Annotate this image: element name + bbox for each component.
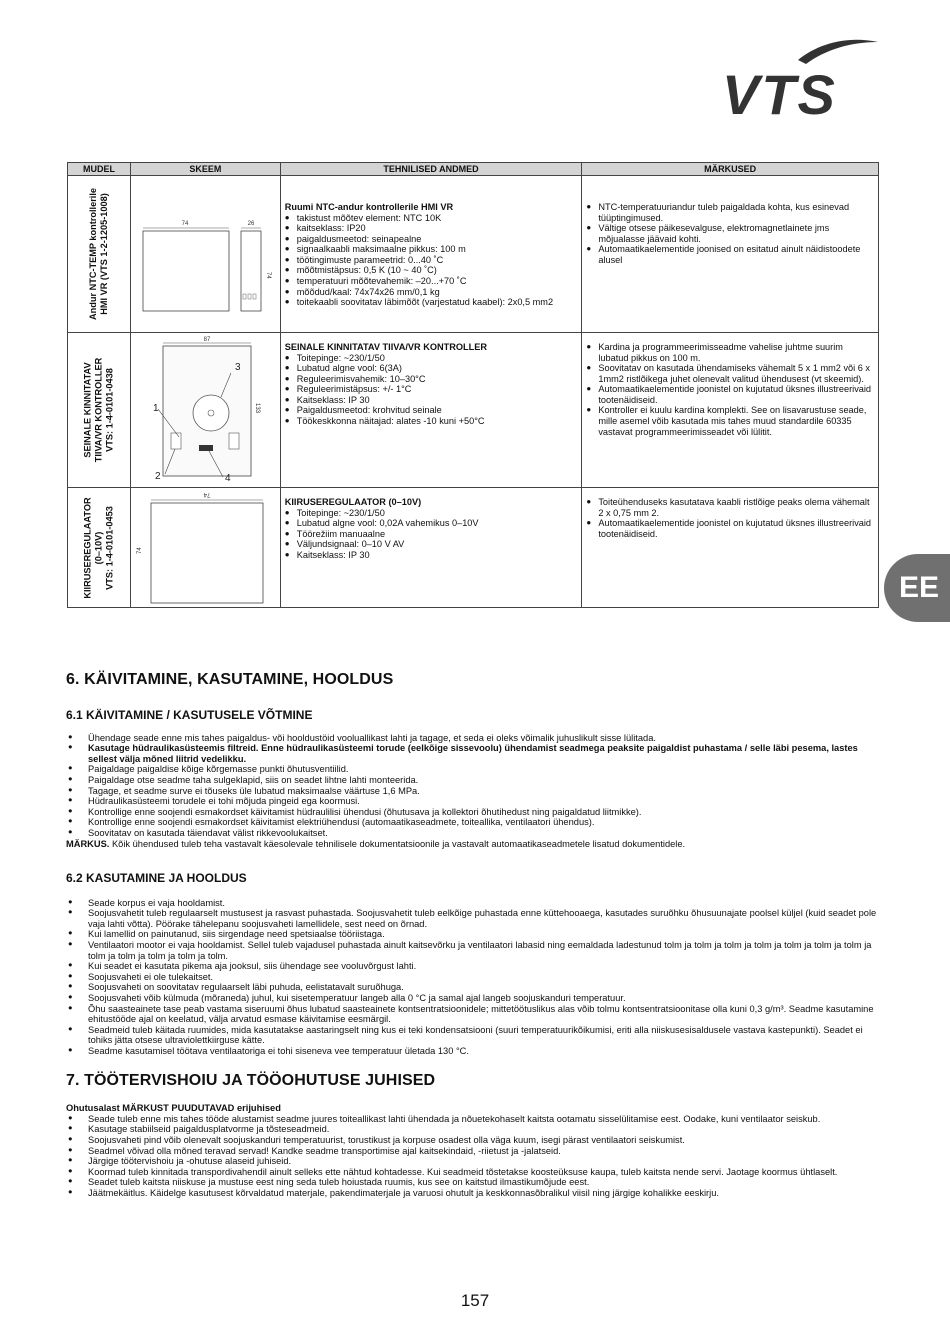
spec-table xyxy=(67,162,879,608)
list-item: ● Koormad tuleb kinnitada transpordivahendil ainult selleks ette nähtud kohtadesse. Kui seadmeid tõstetakse koosteüksuse kaupa, tuleb kaitsta nende servi. Jaotage koormus ühtlaselt. xyxy=(66,1167,882,1178)
list-item: ● Kasutage hüdraulikasüsteemis filtreid. Enne hüdraulikasüsteemi torude (eelkõige sissevoolu) ühendamist seadmega peaksite paigaldist puhastama / selle läbi pesema, lastes sellest välja mõned liitrid vedelikku. xyxy=(66,743,882,764)
list-item: ● Soovitatav on kasutada ühendamiseks vähemalt 5 x 1 mm2 või 6 x 1mm2 ristlõikega juhet olenevalt valitud ühendusest (vt skeemid). xyxy=(586,363,875,384)
list-item: ● Töökeskkonna näitajad: alates -10 kuni +50°C xyxy=(285,416,579,427)
list-item: ● Soojusvaheti pind võib olenevalt soojuskanduri temperatuurist, torustikust ja korpuse osadest olla väga kuum, isegi pärast ventilaatori seiskumist. xyxy=(66,1135,882,1146)
list-item: ● Paigaldage otse seadme taha sulgeklapid, siis on seadet lihtne lahti monteerida. xyxy=(66,775,882,786)
svg-text:1: 1 xyxy=(152,403,159,414)
list-item: ● NTC-temperatuuriandur tuleb paigaldada kohta, kus esinevad tüüptingimused. xyxy=(586,202,875,223)
list-item: ● Seade korpus ei vaja hooldamist. xyxy=(66,898,882,909)
list-item: ● Õhu saasteainete tase peab vastama siseruumi õhus lubatud saasteainete kontsentratsioonidele; mittetöötuslikus alas võib tolmu kontsentratsioonitase olla kuni 0,3 g/m³. Seadme kasutamine ehitustööde ajal on keelatud, välja arvatud esmase käivitamise eesmärgil. xyxy=(66,1004,882,1025)
note-paragraph xyxy=(66,839,882,850)
model-cell xyxy=(68,176,131,333)
list-item: ● Automaatikaelementide joonised on esitatud ainult näidistoodete alusel xyxy=(586,244,875,265)
list-item: ● Soojusvahetit tuleb regulaarselt mustusest ja rasvast puhastada. Soojusvahetit tuleb eelkõige puhastada enne küttehooaega, kasutades suruõhku õhusuunajate poolsel küljel (kuid seadet pole vaja lahti võtta). Pöörake tähelepanu soojusvaheti lamellidele, sest need on õrnad. xyxy=(66,908,882,929)
notes-cell xyxy=(582,176,879,333)
notes-cell xyxy=(582,333,879,488)
list-item: ● Kaitseklass: IP 30 xyxy=(285,550,579,561)
list-item: ● kaitseklass: IP20 xyxy=(285,223,579,234)
svg-text:74: 74 xyxy=(181,221,189,227)
section-6-2 xyxy=(66,872,882,1057)
svg-text:74: 74 xyxy=(136,547,143,554)
model-label: SEINALE KINNITATAV TIIVA/VR KONTROLLER VTS: 1-4-0101-0438 xyxy=(82,357,115,463)
header-notes: MÄRKUSED xyxy=(582,163,879,176)
list-item: ● signaalkaabli maksimaalne pikkus: 100 m xyxy=(285,244,579,255)
svg-text:133: 133 xyxy=(253,403,260,414)
tech-title: KIIRUSEREGULAATOR (0–10V) xyxy=(284,497,422,507)
list-item: ● mõõdud/kaal: 74x74x26 mm/0,1 kg xyxy=(285,287,579,298)
section-6-1 xyxy=(66,709,882,849)
list-item: ● Järgige töötervishoiu ja -ohutuse alaseid juhiseid. xyxy=(66,1156,882,1167)
list-item: ● mõõtmistäpsus: 0,5 K (10 ~ 40 ˚C) xyxy=(285,265,579,276)
list-item: ● Automaatikaelementide joonistel on kujutatud üksnes illustreerivaid tootenäidiseid. xyxy=(586,518,875,539)
tech-cell xyxy=(280,333,582,488)
list-item: ● Toitepinge: ~230/1/50 xyxy=(285,353,579,364)
list-item: ● Seade tuleb enne mis tahes tööde alustamist seadme juures toiteallikast lahti ühendada ja nõuetekohaselt kaitsta ootamatu sisselülitamise eest. Oodake, kuni ventilaator seiskub. xyxy=(66,1114,882,1125)
list-item: ● Soojusvaheti võib külmuda (mõraneda) juhul, kui sisetemperatuur langeb alla 0 °C ja samal ajal langeb soojuskanduri temperatuur. xyxy=(66,993,882,1004)
page-number: 157 xyxy=(460,1291,490,1310)
header-model: MUDEL xyxy=(68,163,131,176)
svg-text:74: 74 xyxy=(203,491,211,497)
scheme-cell xyxy=(130,488,280,608)
model-label: KIIRUSEREGULAATOR (0–10V) VTS: 1-4-0101-0453 xyxy=(82,496,115,599)
ntc-sensor-drawing xyxy=(131,176,281,331)
list-item: ● Seadmel võivad olla mõned teravad servad! Kandke seadme transportimise ajal kaitsekindaid, -riietust ja -jalatseid. xyxy=(66,1146,882,1157)
list-item: ● Kui seadet ei kasutata pikema aja jooksul, siis ühendage see vooluvõrgust lahti. xyxy=(66,961,882,972)
list-item: ● toitekaabli soovitatav läbimõõt (varjestatud kaabel): 2x0,5 mm2 xyxy=(285,297,579,308)
note-text: Kõik ühendused tuleb teha vastavalt käesolevale tehnilisele dokumentatsioonile ja vastavalt automaatikaseadmetele lisatud dokumentidele. xyxy=(109,838,686,849)
section-7-subtitle: Ohutusalast MÄRKUST PUUDUTAVAD erijuhised xyxy=(66,1103,281,1114)
header-scheme: SKEEM xyxy=(130,163,280,176)
list-item: ● Reguleerimisvahemik: 10–30°C xyxy=(285,374,579,385)
list-item: ● Vältige otsese päikesevalguse, elektromagnetlainete jms mõjualasse jäävaid kohti. xyxy=(586,223,875,244)
list-item: ● Seadet tuleb kaitsta niiskuse ja mustuse eest ning seda tuleb hoiustada ruumis, kus see on kaitstud ilmastikumõjude eest. xyxy=(66,1177,882,1188)
list-item: ● Kontroller ei kuulu kardina komplekti. See on lisavarustuse seade, mille asemel võib kasutada mis tahes muud standardile 60335 vastavat programmeerimisseadet või lülitit. xyxy=(586,405,875,437)
list-item: ● Lubatud algne vool: 0,02A vahemikus 0–10V xyxy=(285,518,579,529)
list-item: ● Soojusvaheti ei ole tulekaitset. xyxy=(66,972,882,983)
list-item: ● paigaldusmeetod: seinapealne xyxy=(285,234,579,245)
list-item: ● töötingimuste parameetrid: 0...40 ˚C xyxy=(285,255,579,266)
list-item: ● Kaitseklass: IP 30 xyxy=(285,395,579,406)
note-label: MÄRKUS. xyxy=(66,838,110,849)
svg-text:26: 26 xyxy=(247,221,255,227)
section-6-2-title: 6.2 KASUTAMINE JA HOOLDUS xyxy=(66,871,247,885)
list-item: ● Soojusvaheti on soovitatav regulaarselt läbi puhuda, eelistatavalt suruõhuga. xyxy=(66,982,882,993)
section-6-1-title: 6.1 KÄIVITAMINE / KASUTUSELE VÕTMINE xyxy=(66,708,313,722)
list-item: ● Tagage, et seadme surve ei tõuseks üle lubatud maksimaalse väärtuse 1,6 MPa. xyxy=(66,786,882,797)
scheme-cell xyxy=(130,333,280,488)
notes-cell xyxy=(582,488,879,608)
list-item: ● Toiteühenduseks kasutatava kaabli ristlõige peaks olema vähemalt 2 x 0,75 mm 2. xyxy=(586,497,875,518)
table-row xyxy=(68,488,879,608)
svg-text:2: 2 xyxy=(154,471,161,482)
list-item: ● Paigaldusmeetod: krohvitud seinale xyxy=(285,405,579,416)
list-item: ● Paigaldage paigaldise kõige kõrgemasse punkti õhutusventiilid. xyxy=(66,764,882,775)
list-item: ● Seadmeid tuleb käitada ruumides, mida kasutatakse aastaringselt ning kus ei teki kondensatsiooni (suuri temperatuurikõikumisi, eriti alla niiskusesisaldusele vastava kastepunkti). Seadet ei tohiks jätta otsese ultraviolettkiirguse kätte. xyxy=(66,1025,882,1046)
list-item: ● Väljundsignaal: 0–10 V AV xyxy=(285,539,579,550)
model-cell xyxy=(68,488,131,608)
list-item: ● Ühendage seade enne mis tahes paigaldus- või hooldustöid vooluallikast lahti ja tagage, et seda ei oleks võimalik juhuslikult sisse lülitada. xyxy=(66,733,882,744)
speed-regulator-drawing xyxy=(131,488,281,606)
controller-drawing xyxy=(131,333,281,488)
language-tab: EE xyxy=(884,554,950,622)
list-item: ● Lubatud algne vool: 6(3A) xyxy=(285,363,579,374)
section-6-title: 6. KÄIVITAMINE, KASUTAMINE, HOOLDUS xyxy=(66,671,394,688)
svg-text:4: 4 xyxy=(224,473,231,484)
scheme-cell xyxy=(130,176,280,333)
table-row xyxy=(68,333,879,488)
header-tech: TEHNILISED ANDMED xyxy=(280,163,582,176)
section-7 xyxy=(66,1072,882,1199)
tech-title: SEINALE KINNITATAV TIIVA/VR KONTROLLER xyxy=(284,342,487,352)
list-item: ● Jäätmekäitlus. Käidelge kasutusest kõrvaldatud materjale, pakendimaterjale ja varuosi ohutult ja keskkonnasõbralikul viisil ning järgige kohalikke eeskirju. xyxy=(66,1188,882,1199)
list-item: ● Ventilaatori mootor ei vaja hooldamist. Sellel tuleb vajadusel puhastada ainult kaitsevõrku ja ventilaatori labasid ning eemaldada ladestunud tolm ja tolm ja tolm ja tolm ja tolm ja tolm ja tolm ja tolm ja tolm ja tolm ja tolm ja tolm. xyxy=(66,940,882,961)
model-cell xyxy=(68,333,131,488)
list-item: ● temperatuuri mõõtevahemik: –20...+70 ˚C xyxy=(285,276,579,287)
list-item: ● Reguleerimistäpsus: +/- 1°C xyxy=(285,384,579,395)
list-item: ● Toitepinge: ~230/1/50 xyxy=(285,508,579,519)
list-item: ● Kontrollige enne soojendi esmakordset käivitamist hüdraulilisi ühendusi (õhutusava ja kollektori õhutihedust ning paigaldatud liitmikke). xyxy=(66,807,882,818)
list-item: ● Töörežiim manuaalne xyxy=(285,529,579,540)
tech-title: Ruumi NTC-andur kontrollerile HMI VR xyxy=(284,202,454,212)
list-item: ● Hüdraulikasüsteemi torudele ei tohi mõjuda pingeid ega koormusi. xyxy=(66,796,882,807)
svg-text:87: 87 xyxy=(203,337,211,343)
svg-text:3: 3 xyxy=(234,362,241,373)
section-6 xyxy=(66,671,882,689)
tech-cell xyxy=(280,176,582,333)
list-item: ● Kardina ja programmeerimisseadme vahelise juhtme suurim lubatud pikkus on 100 m. xyxy=(586,342,875,363)
vts-logo xyxy=(720,36,880,122)
list-item: ● Seadme kasutamisel töötava ventilaatoriga ei tohi siseneva vee temperatuur ületada 130 °C. xyxy=(66,1046,882,1057)
section-7-title: 7. TÖÖTERVISHOIU JA TÖÖOHUTUSE JUHISED xyxy=(66,1072,436,1089)
model-label: Andur NTC-TEMP kontrollerile HMI VR (VTS 1-2-1205-1008) xyxy=(87,187,109,321)
list-item: ● Soovitatav on kasutada täiendavat välist rikkevoolukaitset. xyxy=(66,828,882,839)
table-row xyxy=(68,176,879,333)
list-item: ● takistust mõõtev element: NTC 10K xyxy=(285,213,579,224)
list-item: ● Kontrollige enne soojendi esmakordset käivitamist elektriühendusi (automaatikaseadmete, toiteallika, ventilaatori ühendus). xyxy=(66,817,882,828)
list-item: ● Kui lamellid on painutanud, siis sirgendage need spetsiaalse tööriistaga. xyxy=(66,929,882,940)
list-item: ● Automaatikaelementide joonistel on kujutatud üksnes illustreerivaid tootenäidiseid. xyxy=(586,384,875,405)
list-item: ● Kasutage stabiilseid paigaldusplatvorme ja tõsteseadmeid. xyxy=(66,1124,882,1135)
table-header-row xyxy=(68,163,879,176)
tech-cell xyxy=(280,488,582,608)
logo-text: VTS xyxy=(722,63,837,122)
svg-text:74: 74 xyxy=(264,272,271,279)
